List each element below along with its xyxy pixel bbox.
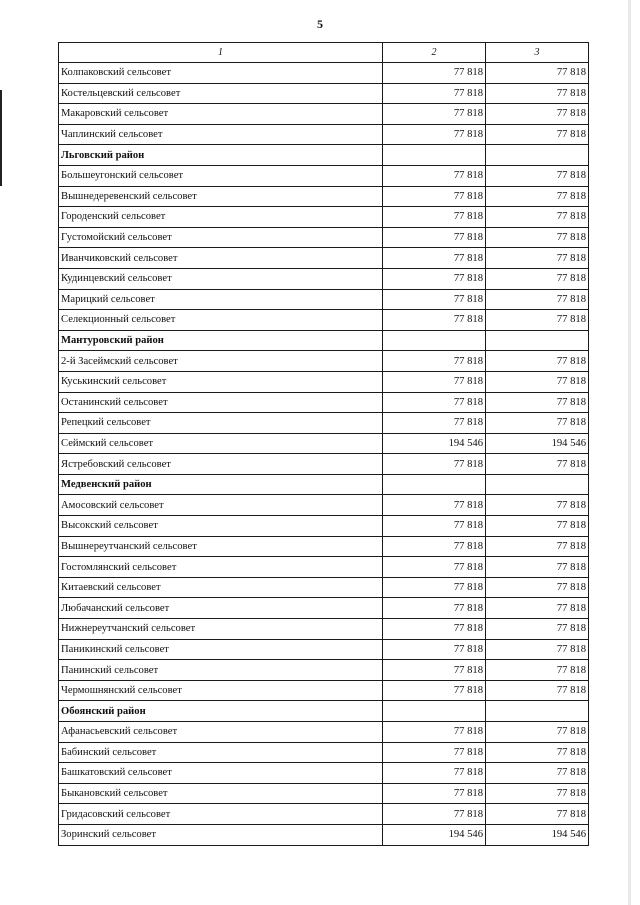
table-row bbox=[59, 104, 589, 125]
row-col3-value: 77 818 bbox=[486, 268, 589, 289]
allocation-table bbox=[58, 42, 589, 846]
row-name-cell: Чермошнянский сельсовет bbox=[59, 680, 383, 701]
row-col3-value: 194 546 bbox=[486, 824, 589, 845]
row-col3-value: 77 818 bbox=[486, 577, 589, 598]
table-row bbox=[59, 248, 589, 269]
row-col3-value: 77 818 bbox=[486, 557, 589, 578]
row-col2-value: 77 818 bbox=[383, 598, 486, 619]
row-col2-value: 194 546 bbox=[383, 824, 486, 845]
row-name-cell: Вышнереутчанский сельсовет bbox=[59, 536, 383, 557]
table-row bbox=[59, 186, 589, 207]
row-name-cell: Любачанский сельсовет bbox=[59, 598, 383, 619]
row-col2-value: 77 818 bbox=[383, 227, 486, 248]
row-name-cell: Высокский сельсовет bbox=[59, 516, 383, 537]
table-row bbox=[59, 207, 589, 228]
row-name-cell: Зоринский сельсовет bbox=[59, 824, 383, 845]
row-name-cell: Густомойский сельсовет bbox=[59, 227, 383, 248]
row-col2-value: 77 818 bbox=[383, 63, 486, 84]
row-name-cell: Костельцевский сельсовет bbox=[59, 83, 383, 104]
row-col3-value: 77 818 bbox=[486, 351, 589, 372]
table-row bbox=[59, 783, 589, 804]
table-row bbox=[59, 371, 589, 392]
header-col-3: 3 bbox=[486, 43, 589, 63]
row-name-cell: Гостомлянский сельсовет bbox=[59, 557, 383, 578]
row-col3-value: 77 818 bbox=[486, 413, 589, 434]
row-col3-value: 77 818 bbox=[486, 289, 589, 310]
table-row bbox=[59, 824, 589, 845]
row-col2-value: 194 546 bbox=[383, 433, 486, 454]
table-row bbox=[59, 413, 589, 434]
row-col2-value: 77 818 bbox=[383, 804, 486, 825]
row-col2-value: 77 818 bbox=[383, 268, 486, 289]
row-name-cell: Репецкий сельсовет bbox=[59, 413, 383, 434]
row-name-cell: Кудинцевский сельсовет bbox=[59, 268, 383, 289]
row-name-cell: Чаплинский сельсовет bbox=[59, 124, 383, 145]
row-col3-value: 77 818 bbox=[486, 804, 589, 825]
row-col2-value: 77 818 bbox=[383, 310, 486, 331]
row-col2-value: 77 818 bbox=[383, 186, 486, 207]
row-col2-value: 77 818 bbox=[383, 639, 486, 660]
table-row bbox=[59, 83, 589, 104]
row-name-cell: Паникинский сельсовет bbox=[59, 639, 383, 660]
row-col3-value: 77 818 bbox=[486, 454, 589, 475]
table-row bbox=[59, 165, 589, 186]
table-row bbox=[59, 598, 589, 619]
row-col2-value: 77 818 bbox=[383, 557, 486, 578]
row-col3-value: 77 818 bbox=[486, 680, 589, 701]
row-name-cell: Ястребовский сельсовет bbox=[59, 454, 383, 475]
table-row bbox=[59, 557, 589, 578]
row-col3-value bbox=[486, 474, 589, 495]
row-name-cell: Обоянский район bbox=[59, 701, 383, 722]
row-col3-value: 77 818 bbox=[486, 598, 589, 619]
row-name-cell: Гридасовский сельсовет bbox=[59, 804, 383, 825]
table-row bbox=[59, 804, 589, 825]
table-row bbox=[59, 680, 589, 701]
table-row bbox=[59, 124, 589, 145]
row-col2-value: 77 818 bbox=[383, 83, 486, 104]
table-row bbox=[59, 63, 589, 84]
table-row bbox=[59, 227, 589, 248]
table-row bbox=[59, 722, 589, 743]
row-name-cell: Бабинский сельсовет bbox=[59, 742, 383, 763]
row-name-cell: Амосовский сельсовет bbox=[59, 495, 383, 516]
row-col3-value: 77 818 bbox=[486, 104, 589, 125]
table-row bbox=[59, 742, 589, 763]
row-col2-value: 77 818 bbox=[383, 104, 486, 125]
row-col2-value bbox=[383, 701, 486, 722]
row-name-cell: Панинский сельсовет bbox=[59, 660, 383, 681]
row-col2-value: 77 818 bbox=[383, 351, 486, 372]
table-row bbox=[59, 351, 589, 372]
row-name-cell: Нижнереутчанский сельсовет bbox=[59, 619, 383, 640]
row-name-cell: Вышнедеревенский сельсовет bbox=[59, 186, 383, 207]
table-row bbox=[59, 495, 589, 516]
table-row bbox=[59, 577, 589, 598]
table-row bbox=[59, 392, 589, 413]
row-col2-value bbox=[383, 330, 486, 351]
row-name-cell: Макаровский сельсовет bbox=[59, 104, 383, 125]
page-edge-shadow bbox=[628, 0, 631, 905]
row-col3-value: 77 818 bbox=[486, 495, 589, 516]
table-header-row bbox=[59, 43, 589, 63]
row-col2-value: 77 818 bbox=[383, 207, 486, 228]
row-col2-value: 77 818 bbox=[383, 536, 486, 557]
table-row bbox=[59, 289, 589, 310]
row-name-cell: Быкановский сельсовет bbox=[59, 783, 383, 804]
row-col3-value: 77 818 bbox=[486, 124, 589, 145]
row-col3-value: 77 818 bbox=[486, 783, 589, 804]
table-row bbox=[59, 763, 589, 784]
table-row bbox=[59, 639, 589, 660]
row-col3-value: 77 818 bbox=[486, 310, 589, 331]
row-name-cell: Мантуровский район bbox=[59, 330, 383, 351]
row-col3-value: 77 818 bbox=[486, 186, 589, 207]
row-col2-value: 77 818 bbox=[383, 680, 486, 701]
row-col3-value: 77 818 bbox=[486, 371, 589, 392]
row-col3-value bbox=[486, 330, 589, 351]
row-name-cell: Останинский сельсовет bbox=[59, 392, 383, 413]
row-col3-value: 194 546 bbox=[486, 433, 589, 454]
row-col2-value: 77 818 bbox=[383, 248, 486, 269]
row-col3-value: 77 818 bbox=[486, 392, 589, 413]
row-col3-value: 77 818 bbox=[486, 207, 589, 228]
district-row bbox=[59, 145, 589, 166]
row-col3-value: 77 818 bbox=[486, 516, 589, 537]
row-name-cell: Большеугонский сельсовет bbox=[59, 165, 383, 186]
row-col3-value: 77 818 bbox=[486, 227, 589, 248]
row-name-cell: Башкатовский сельсовет bbox=[59, 763, 383, 784]
row-col3-value: 77 818 bbox=[486, 83, 589, 104]
row-col2-value: 77 818 bbox=[383, 165, 486, 186]
table-row bbox=[59, 310, 589, 331]
row-name-cell: Афанасьевский сельсовет bbox=[59, 722, 383, 743]
district-row bbox=[59, 330, 589, 351]
row-name-cell: Сеймский сельсовет bbox=[59, 433, 383, 454]
row-name-cell: Селекционный сельсовет bbox=[59, 310, 383, 331]
row-name-cell: Куськинский сельсовет bbox=[59, 371, 383, 392]
table-row bbox=[59, 454, 589, 475]
table-row bbox=[59, 433, 589, 454]
row-col3-value: 77 818 bbox=[486, 742, 589, 763]
row-name-cell: Колпаковский сельсовет bbox=[59, 63, 383, 84]
table-row bbox=[59, 516, 589, 537]
district-row bbox=[59, 701, 589, 722]
margin-scan-mark bbox=[0, 90, 2, 186]
row-col3-value: 77 818 bbox=[486, 639, 589, 660]
header-col-1: 1 bbox=[59, 43, 383, 63]
table-row bbox=[59, 268, 589, 289]
row-col2-value: 77 818 bbox=[383, 742, 486, 763]
row-col2-value: 77 818 bbox=[383, 495, 486, 516]
table-row bbox=[59, 660, 589, 681]
row-col2-value: 77 818 bbox=[383, 783, 486, 804]
row-col2-value: 77 818 bbox=[383, 392, 486, 413]
row-col3-value bbox=[486, 145, 589, 166]
row-col2-value bbox=[383, 474, 486, 495]
row-name-cell: Медвенский район bbox=[59, 474, 383, 495]
row-col2-value: 77 818 bbox=[383, 124, 486, 145]
row-col3-value: 77 818 bbox=[486, 619, 589, 640]
row-name-cell: Городенский сельсовет bbox=[59, 207, 383, 228]
header-col-2: 2 bbox=[383, 43, 486, 63]
row-col2-value: 77 818 bbox=[383, 516, 486, 537]
row-col2-value: 77 818 bbox=[383, 660, 486, 681]
row-name-cell: Марицкий сельсовет bbox=[59, 289, 383, 310]
row-col3-value: 77 818 bbox=[486, 536, 589, 557]
row-col2-value bbox=[383, 145, 486, 166]
row-name-cell: Китаевский сельсовет bbox=[59, 577, 383, 598]
row-name-cell: 2-й Засеймский сельсовет bbox=[59, 351, 383, 372]
row-name-cell: Льговский район bbox=[59, 145, 383, 166]
row-col3-value: 77 818 bbox=[486, 722, 589, 743]
row-name-cell: Иванчиковский сельсовет bbox=[59, 248, 383, 269]
table-row bbox=[59, 619, 589, 640]
row-col3-value: 77 818 bbox=[486, 63, 589, 84]
row-col3-value bbox=[486, 701, 589, 722]
district-row bbox=[59, 474, 589, 495]
row-col3-value: 77 818 bbox=[486, 165, 589, 186]
page-number: 5 bbox=[317, 17, 323, 31]
row-col2-value: 77 818 bbox=[383, 577, 486, 598]
row-col2-value: 77 818 bbox=[383, 722, 486, 743]
row-col3-value: 77 818 bbox=[486, 248, 589, 269]
row-col2-value: 77 818 bbox=[383, 454, 486, 475]
table-body bbox=[59, 43, 589, 846]
row-col2-value: 77 818 bbox=[383, 763, 486, 784]
row-col2-value: 77 818 bbox=[383, 289, 486, 310]
row-col3-value: 77 818 bbox=[486, 660, 589, 681]
row-col2-value: 77 818 bbox=[383, 619, 486, 640]
row-col3-value: 77 818 bbox=[486, 763, 589, 784]
row-col2-value: 77 818 bbox=[383, 413, 486, 434]
table-row bbox=[59, 536, 589, 557]
row-col2-value: 77 818 bbox=[383, 371, 486, 392]
